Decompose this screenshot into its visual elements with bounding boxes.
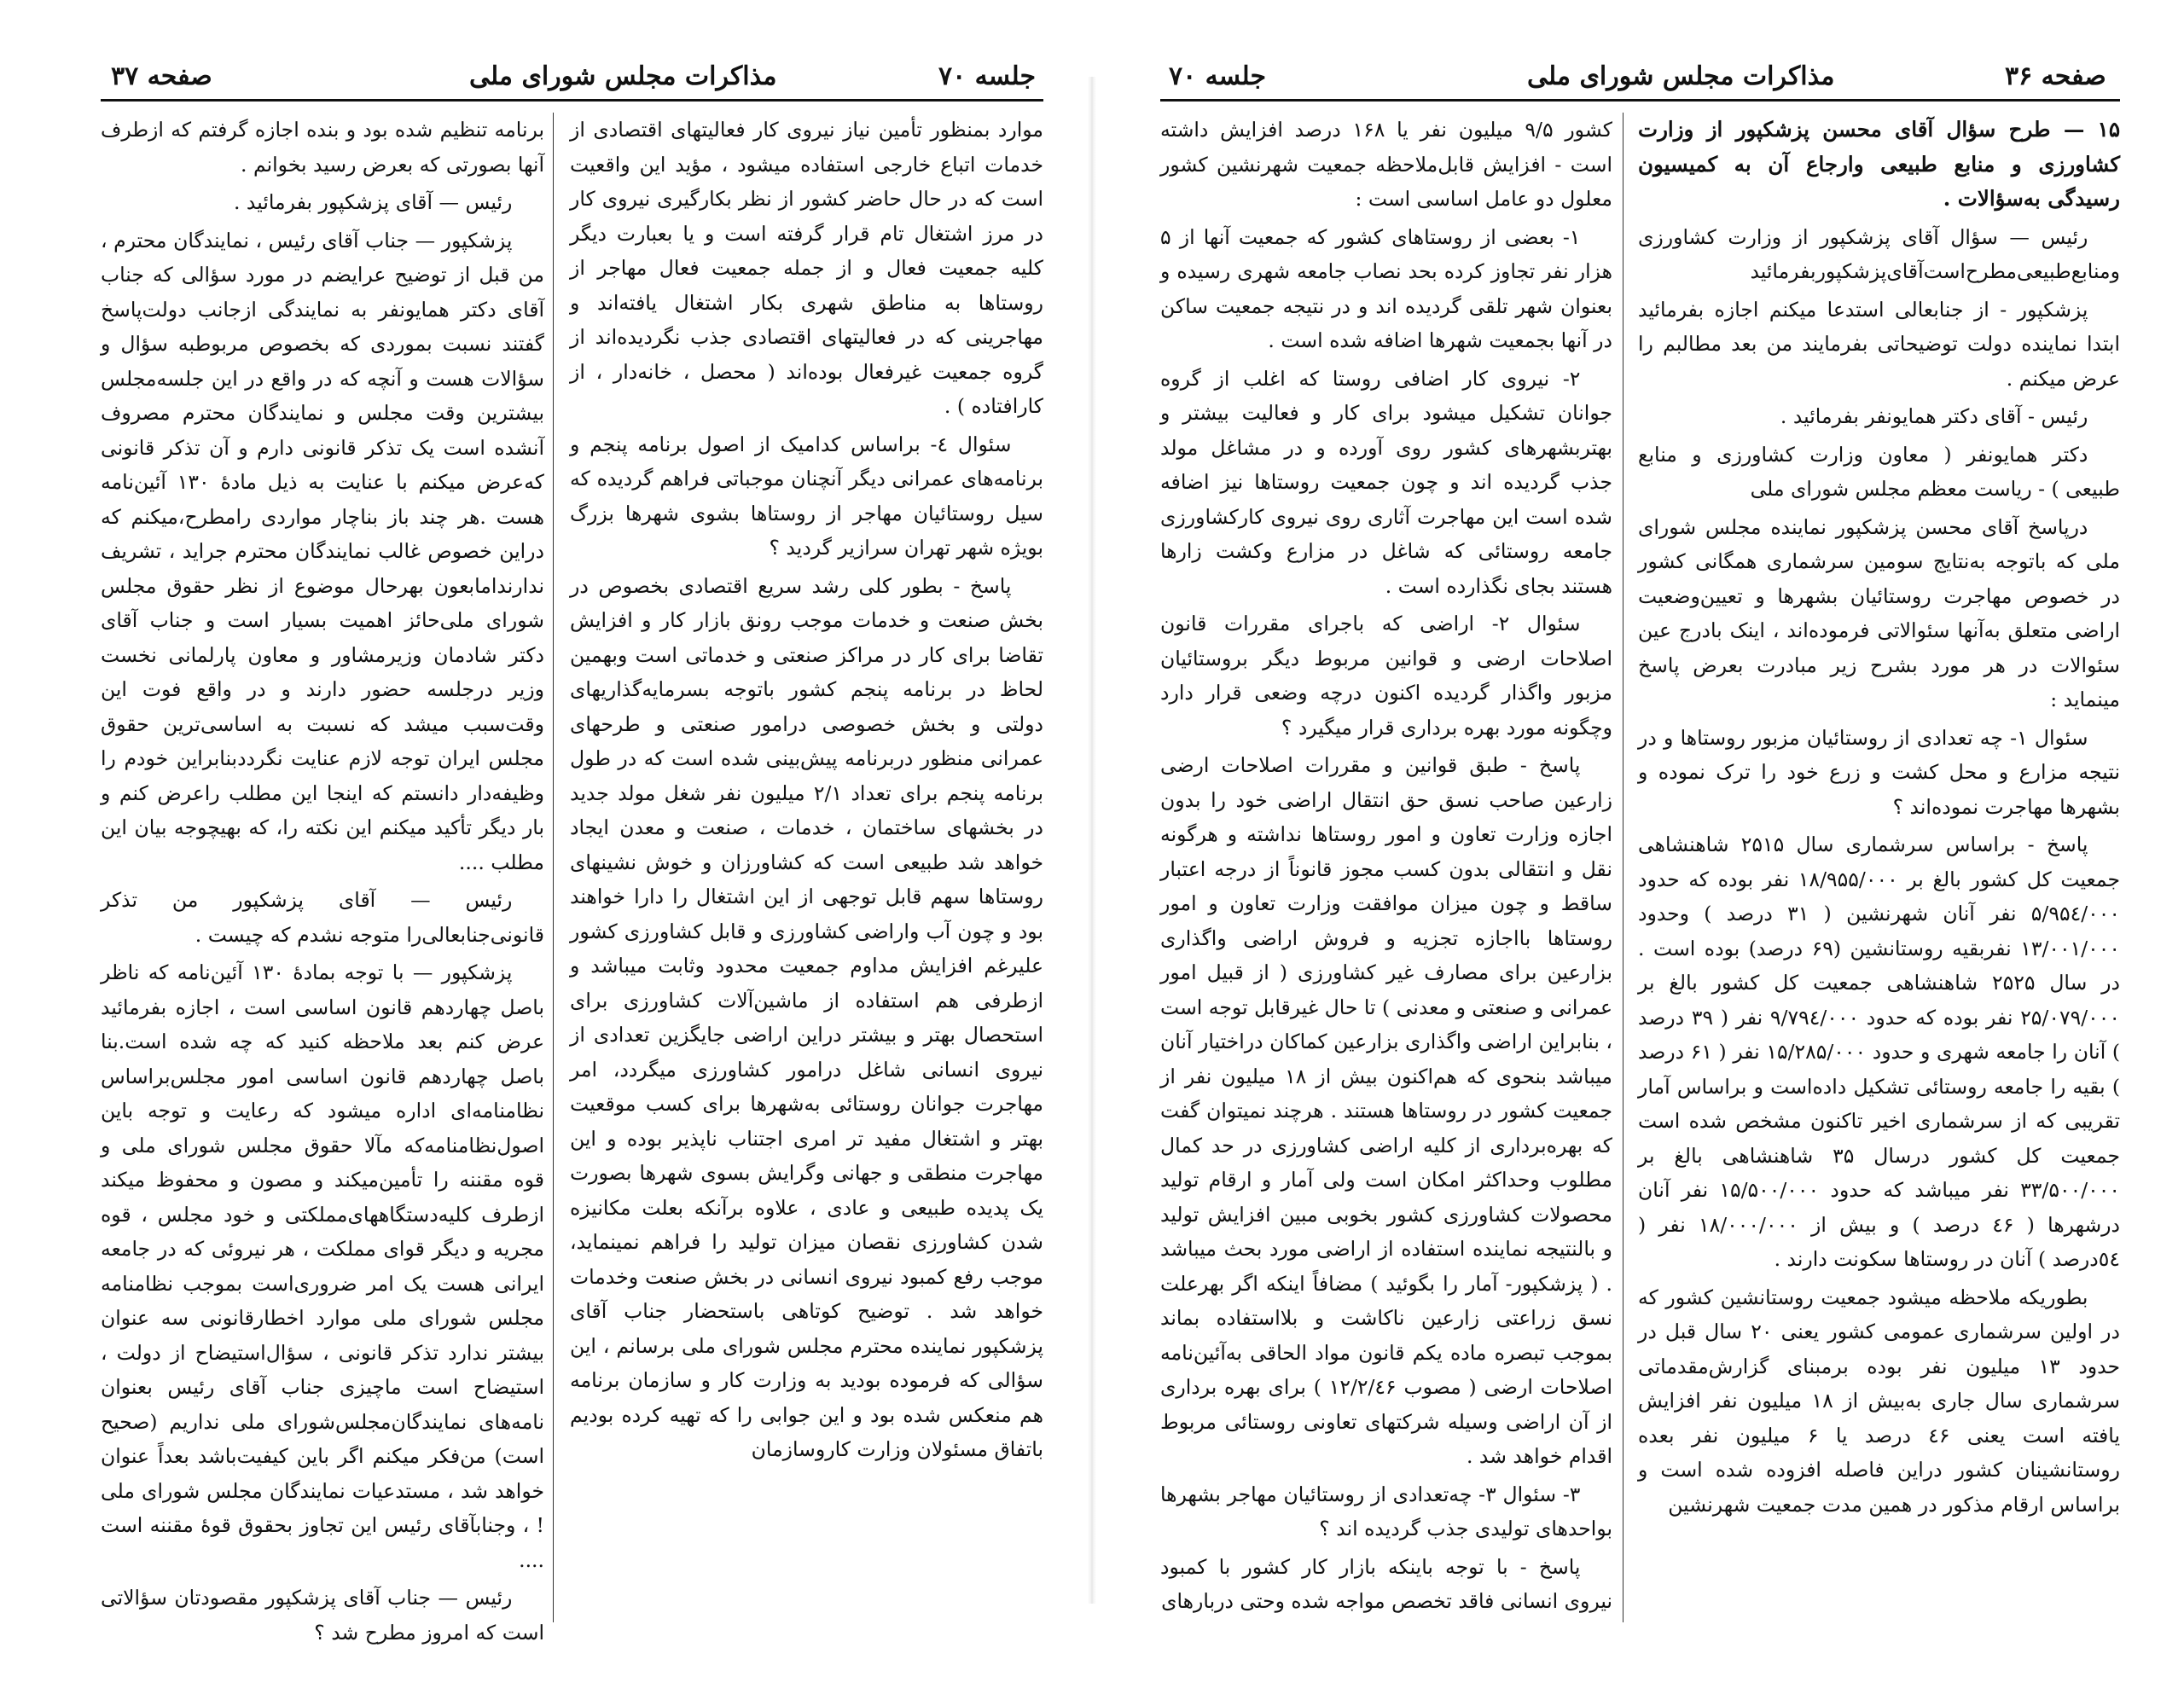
column-right — [1638, 113, 2120, 1622]
paragraph: دکتر همایونفر ( معاون وزارت کشاورزی و منابع طبیعی ) - ریاست معظم مجلس شورای ملی — [1638, 442, 2120, 501]
paragraph: پاسخ - بطور کلی رشد سریع اقتصادی بخصوص در بخش صنعت و خدمات موجب رونق بازار کار و افزایش تقاضا برای کار در مراکز صنعتی و خدماتی است وبهمین لحاظ در برنامه پنجم کشور باتوجه بسرمایه‌گذاریهای دولتی و بخش خصوصی درامور صنعتی و طرحهای عمرانی منظور دربرنامه پیش‌بینی شده است که در طول برنامه پنجم برای تعداد ۲/۱ میلیون نفر شغل مولد جدید در بخشهای ساختمان ، خدمات ، صنعت و معدن ایجاد خواهد شد طبیعی است که کشاورزان و خوش نشینهای روستاها سهم قابل توجهی از این اشتغال را دارا خواهند بود و چون آب واراضی کشاورزی و قابل کشاورزی کشور علیرغم افزایش مداوم جمعیت محدود وثابت میباشد و ازطرفی هم استفاده از ماشین‌آلات کشاورزی برای استحصال بهتر و بیشتر دراین اراضی جایگزین تعدادی از نیروی انسانی شاغل درامور کشاورزی میگردد، امر مهاجرت جوانان روستائی به‌شهرها برای کسب موقعیت بهتر و اشتغال مفید تر امری اجتناب ناپذیر بوده و این مهاجرت منطقی و جهانی وگرایش بسوی شهرها بصورت یک پدیده طبیعی و عادی ، علاوه برآنکه بعلت مکانیزه شدن کشاورزی نقصان میزان تولید را فراهم نمینماید، موجب رفع کمبود نیروی انسانی در بخش صنعت وخدمات خواهد شد . توضیح کوتاهی باستحضار جناب آقای پزشکپور نماینده محترم مجلس شورای ملی برسانم ، این سؤالی که فرموده بودید به وزارت کار و سازمان برنامه هم منعکس شده بود و این جوابی را که تهیه کرده بودیم باتفاق مسئولان وزارت کاروسازمان — [570, 573, 1043, 1461]
session-label: جلسه ۷۰ — [938, 61, 1037, 91]
paragraph: ۲- نیروی کار اضافی روستا که اغلب از گروه جوانان تشکیل میشود برای کار و فعالیت بیشتر و بهتربشهرهای کشور روی آورده و در مشاغل مولد جذب گردیده اند و چون جمعیت روستاها نیز اضافه شده است این مهاجرت آثاری روی نیروی کارکشاورزی جامعه روستائی که شاغل در مزارع وکشت زارها هستند بجای نگذارده است . — [1160, 366, 1612, 598]
paragraph: پاسخ - براساس سرشماری سال ۲۵۱۵ شاهنشاهی جمعیت کل کشور بالغ بر ۱۸/۹۵۵/۰۰۰ نفر بوده که حدود ۵/۹۵٤/۰۰۰ نفر آنان شهرنشین ( ۳۱ درصد ) وحدود ۱۳/۰۰۱/۰۰۰ نفربقیه روستانشین (۶۹ درصد) بوده است . در سال ۲۵۲۵ شاهنشاهی جمعیت کل کشور بالغ بر ۲۵/۰۷۹/۰۰۰ نفر بوده که حدود ۹/۷۹٤/۰۰۰ نفر ( ۳۹ درصد ) آنان را جامعه شهری و حدود ۱۵/۲۸۵/۰۰۰ نفر ( ۶۱ درصد ) بقیه را جامعه روستائی تشکیل داده‌است و براساس آمار تقریبی که از سرشماری اخیر تاکنون مشخص شده است جمعیت کل کشور درسال ۳۵ شاهنشاهی بالغ بر ۳۳/۵۰۰/۰۰۰ نفر میباشد که حدود ۱۵/۵۰۰/۰۰۰ نفر آنان درشهرها ( ٤۶ درصد ) و بیش از ۱۸/۰۰۰/۰۰۰ نفر ( ٥٤درصد ) آنان در روستاها سکونت دارند . — [1638, 832, 2121, 1271]
paragraph: پاسخ - با توجه باینکه بازار کار کشور با کمبود نیروی انسانی فاقد تخصص مواجه شده وحتی دربارهای — [1160, 1554, 1612, 1613]
paragraph: درپاسخ آقای محسن پزشکپور نماینده مجلس شورای ملی که باتوجه به‌نتایج سومین سرشماری همگانی کشور در خصوص مهاجرت روستائیان بشهرها و تعیین‌وضعیت اراضی متعلق به‌آنها سئوالاتی فرموده‌اند ، اینک بادرج عین سئوالات در هر مورد بشرح زیر مبادرت بعرض پاسخ مینماید : — [1638, 514, 2120, 711]
paragraph: برنامه تنظیم شده بود و بنده اجازه گرفتم که ازطرف آنها بصورتی که بعرض رسید بخوانم . — [101, 118, 544, 177]
paragraph: موارد بمنظور تأمین نیاز نیروی کار فعالیتهای اقتصادی از خدمات اتباع خارجی استفاده میشود ، مؤید این واقعیت است که در حال حاضر کشور از نظر بکارگیری نیروی کار در مرز اشتغال تام قرار گرفته است و یا بعبارت دیگر کلیه جمعیت فعال و از جمله جمعیت فعال مهاجر از روستاها به مناطق شهری بکار اشتغال یافته‌اند و مهاجرینی که در فعالیتهای اقتصادی جذب نگردیده‌اند از گروه جمعیت غیرفعال بوده‌اند ( محصل ، خانه‌دار ، از کارافتاده ) . — [570, 118, 1043, 418]
paragraph: پاسخ - طبق قوانین و مقررات اصلاحات ارضی زارعین صاحب نسق حق انتقال اراضی خود را بدون اجازه وزارت تعاون و امور روستاها نداشته و هرگونه نقل و انتقالی بدون کسب مجوز قانوناً از درجه اعتبار ساقط و چون میزان موافقت وزارت تعاون و امور روستاها بااجازه تجزیه و فروش اراضی واگذاری بزارعین برای مصارف غیر کشاورزی ( از قبیل امور عمرانی و صنعتی و معدنی ) تا حال غیرقابل توجه است ، بنابراین اراضی واگذاری بزارعین کماکان دراختیار آنان میباشد بنحوی که هم‌اکنون بیش از ۱۸ میلیون نفر از جمعیت کشور در روستاها هستند . هرچند نمیتوان گفت که بهره‌برداری از کلیه اراضی کشاورزی در حد کمال مطلوب وحداکثر امکان است ولی آمار و ارقام تولید محصولات کشاورزی کشور بخوبی مبین افزایش تولید و بالنتیجه نماینده استفاده از اراضی مورد بحث میباشد . ( پزشکپور- آمار را بگوئید ) مضافاً اینکه اگر بهرعلت نسق زراعتی زارعین ناکاشت و بلااستفاده بماند بموجب تبصره ماده یکم قانون مواد الحاقی به‌آئین‌نامه اصلاحات ارضی ( مصوب ۱۲/۲/٤۶ ) برای بهره برداری از آن اراضی وسیله شرکتهای تعاونی روستائی مربوط اقدام خواهد شد . — [1160, 753, 1612, 1468]
session-label: جلسه ۷۰ — [1169, 61, 1267, 91]
paragraph: پزشکپور — با توجه بمادهٔ ۱۳۰ آئین‌نامه که ناظر باصل چهاردهم قانون اساسی است ، اجازه بفرمائید عرض کنم بعد ملاحظه کنید که چه شده است.بنا باصل چهاردهم قانون اساسی امور مجلس‌براساس نظامنامه‌ای اداره میشود که رعایت و توجه باین اصول‌نظامنامه‌که مآلا حقوق مجلس شورای ملی و قوه مقننه را تأمین‌میکند و مصون و محفوظ میکند ازطرف کلیه‌دستگاههای‌مملکتی و خود مجلس ، قوه مجریه و دیگر قوای مملکت ، هر نیروئی که در جامعه ایرانی هست یک امر ضروری‌است بموجب نظامنامه مجلس شورای ملی موارد اخطارقانونی سه عنوان بیشتر ندارد تذکر قانونی ، سؤال‌استیضاح از دولت ، استیضاح است ماچیزی جناب آقای رئیس بعنوان نامه‌های نمایندگان‌مجلس‌شورای ملی نداریم (صحیح است) من‌فکر میکنم اگر باین کیفیت‌باشد بعداً عنوان خواهد شد ، مستدعیات نمایندگان مجلس شورای ملی ! ، وجنابآقای رئیس این تجاوز بحقوق قوهٔ مقننه است .... — [101, 960, 544, 1572]
page-header — [1169, 61, 2107, 101]
paragraph: کشور ۹/۵ میلیون نفر یا ۱۶۸ درصد افزایش داشته است - افزایش قابل‌ملاحظه جمعیت شهرنشین کشور معلول دو عامل اساسی است : — [1160, 118, 1612, 211]
paragraph: رئیس - آقای دکتر همایونفر بفرمائید . — [1780, 404, 2088, 428]
right-page — [1092, 0, 2184, 1694]
paragraph: رئیس — جناب آقای پزشکپور مقصودتان سؤالاتی است که امروز مطرح شد ؟ — [101, 1586, 544, 1645]
column-divider — [553, 113, 554, 1622]
column-left — [1160, 113, 1612, 1622]
paragraph: ۱- بعضی از روستاهای کشور که جمعیت آنها از ۵ هزار نفر تجاوز کرده بحد نصاب جامعه شهری رسیده و بعنوان شهر تلقی گردیده اند و در نتیجه جمعیت ساکن در آنها بجمعیت شهرها اضافه شده است . — [1160, 224, 1612, 352]
journal-title: مذاکرات مجلس شورای ملی — [469, 61, 777, 91]
header-rule — [101, 99, 1043, 102]
paragraph: رئیس — سؤال آقای پزشکپور از وزارت کشاورزی ومنابع‌طبیعی‌مطرح‌است‌آقای‌پزشکپوربفرمائید — [1638, 224, 2120, 283]
section-title: ۱۵ — طرح سؤال آقای محسن پزشکپور از وزارت کشاورزی و منابع طبیعی وارجاع آن به کمیسیون رسیدگی به‌سؤالات . — [1638, 117, 2120, 211]
page-header — [111, 61, 1049, 101]
page-number-label: صفحه ۳۷ — [111, 61, 212, 91]
paragraph: رئیس — آقای پزشکپور من تذکر قانونی‌جنابعالی‌را متوجه نشدم که چیست . — [101, 888, 544, 947]
header-rule — [1160, 99, 2120, 102]
paragraph: بطوریکه ملاحظه میشود جمعیت روستانشین کشور که در اولین سرشماری عمومی کشور یعنی ۲۰ سال قبل در حدود ۱۳ میلیون نفر بوده برمبنای گزارش‌مقدماتی سرشماری سال جاری به‌بیش از ۱۸ میلیون نفر افزایش یافته است یعنی ٤۶ درصد یا ۶ میلیون نفر بعده روستانشینان کشور دراین فاصله افزوده شده است و براساس ارقام مذکور در همین مدت جمعیت شهرنشین — [1638, 1285, 2120, 1517]
paragraph: سئوال ۲- اراضی که باجرای مقررات قانون اصلاحات ارضی و قوانین مربوط دیگر بروستائیان مزبور واگذار گردیده اکنون درچه وضعی قرار دارد وچگونه مورد بهره برداری قرار میگیرد ؟ — [1160, 612, 1612, 740]
journal-title: مذاکرات مجلس شورای ملی — [1527, 61, 1835, 91]
paragraph: پزشکپور — جناب آقای رئیس ، نمایندگان محترم ، من قبل از توضیح عرایضم در مورد سؤالی که جناب آقای دکتر همایونفر به نمایندگی ازجانب دولت‌پاسخ گفتند نسبت بموردی که بخصوص مربوطبه سؤال و سؤالات هست و آنچه که در واقع در این جلسه‌مجلس بیشترین وقت مجلس و نمایندگان محترم مصروف آنشده است یک تذکر قانونی دارم و آن تذکر قانونی که‌عرض میکنم با عنایت به ذیل مادهٔ ۱۳۰ آئین‌نامه هست .هر چند باز بناچار مواردی رامطرح،میکنم که دراین خصوص غالب نمایندگان محترم جراید ، تشریف ندارندامابعون بهرحال موضوع از نظر حقوق مجلس شورای ملی‌حائز اهمیت بسیار است و جناب آقای دکتر شادمان وزیرمشاور و معاون پارلمانی نخست وزیر درجلسه حضور دارند و در واقع فوت این وقت‌سبب میشد که نسبت به اساسی‌ترین حقوق مجلس ایران توجه لازم عنایت نگرددبنابراین خودم را وظیفه‌دار دانستم که اینجا این مطلب راعرض کنم و بار دیگر تأکید میکنم این نکته را، که بهیچوجه بیان این مطلب .... — [101, 228, 544, 874]
paragraph: ۳- سئوال ۳- چه‌تعدادی از روستائیان مهاجر بشهرها بواحدهای تولیدی جذب گردیده اند ؟ — [1160, 1482, 1612, 1540]
page-number-label: صفحه ۳۶ — [2005, 61, 2106, 91]
paragraph: پزشکپور - از جنابعالی استدعا میکنم اجازه بفرمائید ابتدا نماینده دولت توضیحاتی بفرمایند من بعد مطالبم را عرض میکنم . — [1638, 297, 2120, 391]
column-right — [570, 113, 1043, 1622]
paragraph: سئوال ۱- چه تعدادی از روستائیان مزبور روستاها و در نتیجه مزارع و محل کشت و زرع خود را ترک نموده و بشهرها مهاجرت نموده‌اند ؟ — [1638, 725, 2120, 819]
column-left — [101, 113, 544, 1645]
paragraph: سئوال ٤- براساس کدامیک از اصول برنامه پنجم و برنامه‌های عمرانی دیگر آنچنان موجباتی فراهم گردیده که سیل روستائیان مهاجر از روستاها بشوی شهرها بزرگ بویژه شهر تهران سرازیر گردید ؟ — [570, 432, 1043, 560]
paragraph: رئیس — آقای پزشکپور بفرمائید . — [233, 190, 513, 214]
